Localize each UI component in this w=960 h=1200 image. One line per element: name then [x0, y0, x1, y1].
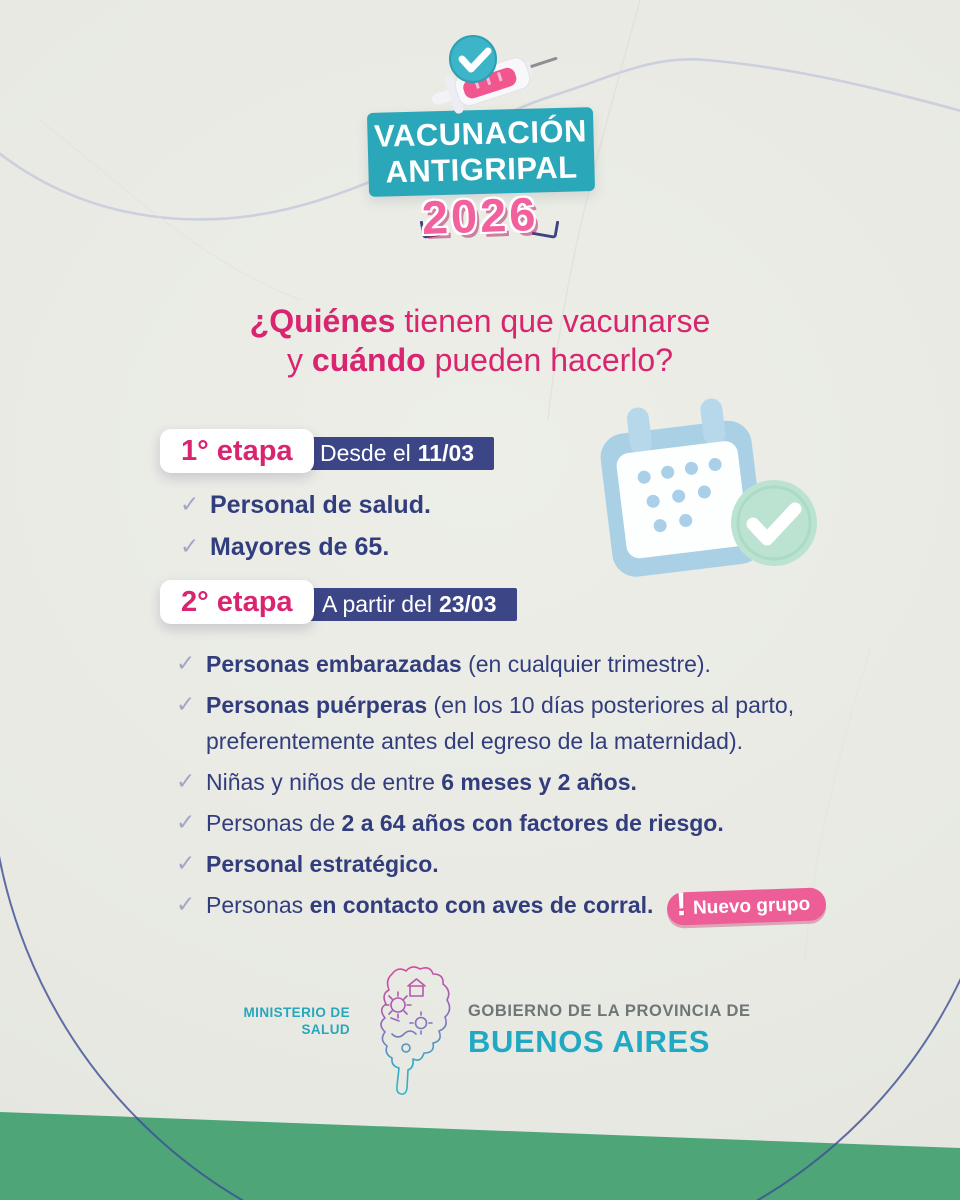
syringe-icon [420, 28, 570, 133]
stage2-date-prefix: A partir del [322, 591, 432, 617]
list-item: ✓ Personas de 2 a 64 años con factores de riesgo. [176, 805, 876, 841]
calendar-icon [593, 398, 833, 603]
government-line2: BUENOS AIRES [468, 1024, 711, 1059]
ministry-label [216, 1004, 350, 1038]
check-circle-icon [450, 36, 496, 82]
item-text: Mayores de 65. [210, 533, 390, 561]
list-item: ✓ Personas puérperas (en los 10 días posteriores al parto, preferentemente antes del egreso de la maternidad). [176, 687, 876, 759]
province-doodle-logo [356, 960, 460, 1100]
list-item: ✓ Personas embarazadas (en cualquier trimestre). [176, 646, 876, 682]
campaign-title-line1: VACUNACIÓN [373, 113, 588, 154]
ministry-line1: MINISTERIO DE [243, 1005, 350, 1020]
title-line2-bold: cuándo [311, 342, 426, 378]
check-bullet-icon: ✓ [180, 534, 200, 560]
stage1-label-badge: 1° etapa [160, 429, 314, 473]
title-line2-rest: pueden hacerlo? [425, 342, 673, 378]
government-label [468, 1002, 751, 1060]
list-item [180, 487, 431, 524]
list-item: ✓ Personal estratégico. [176, 846, 876, 882]
green-footer-band [0, 1100, 960, 1200]
new-group-badge [667, 885, 827, 927]
check-bullet-icon: ✓ [176, 651, 196, 677]
campaign-year: 2026 [420, 186, 540, 245]
list-item: ✓ Niñas y niños de entre 6 meses y 2 años. [176, 764, 876, 800]
stage1-date-prefix: Desde el [320, 440, 411, 466]
stage2-date-badge [288, 588, 517, 621]
new-group-label: Nuevo grupo [693, 893, 811, 919]
stage2-date: 23/03 [438, 591, 497, 617]
stage2-list [176, 646, 876, 928]
stage2-label-badge: 2° etapa [160, 580, 314, 624]
title-line1-rest: tienen que vacunarse [395, 303, 711, 339]
campaign-title-line2: ANTIGRIPAL [384, 149, 578, 190]
stage1-date-badge [286, 437, 494, 470]
list-item: ✓ Personas en contacto con aves de corral. ! Nuevo grupo [176, 887, 876, 923]
check-bullet-icon: ✓ [176, 769, 196, 795]
title-line1-bold: ¿Quiénes [249, 303, 396, 339]
page-title [0, 302, 960, 380]
item-text: Personal de salud. [210, 491, 431, 519]
stage1-list [180, 487, 431, 571]
check-bullet-icon: ✓ [176, 810, 196, 836]
stage1-date: 11/03 [417, 440, 475, 466]
check-bullet-icon: ✓ [176, 892, 196, 918]
title-line2-pre: y [287, 342, 312, 378]
check-bullet-icon: ✓ [180, 492, 200, 518]
ministry-line2: SALUD [301, 1022, 350, 1037]
exclamation-icon: ! [675, 885, 688, 923]
government-line1: GOBIERNO DE LA PROVINCIA DE [468, 1002, 751, 1020]
check-bullet-icon: ✓ [176, 692, 196, 718]
check-bullet-icon: ✓ [176, 851, 196, 877]
list-item [180, 529, 431, 566]
